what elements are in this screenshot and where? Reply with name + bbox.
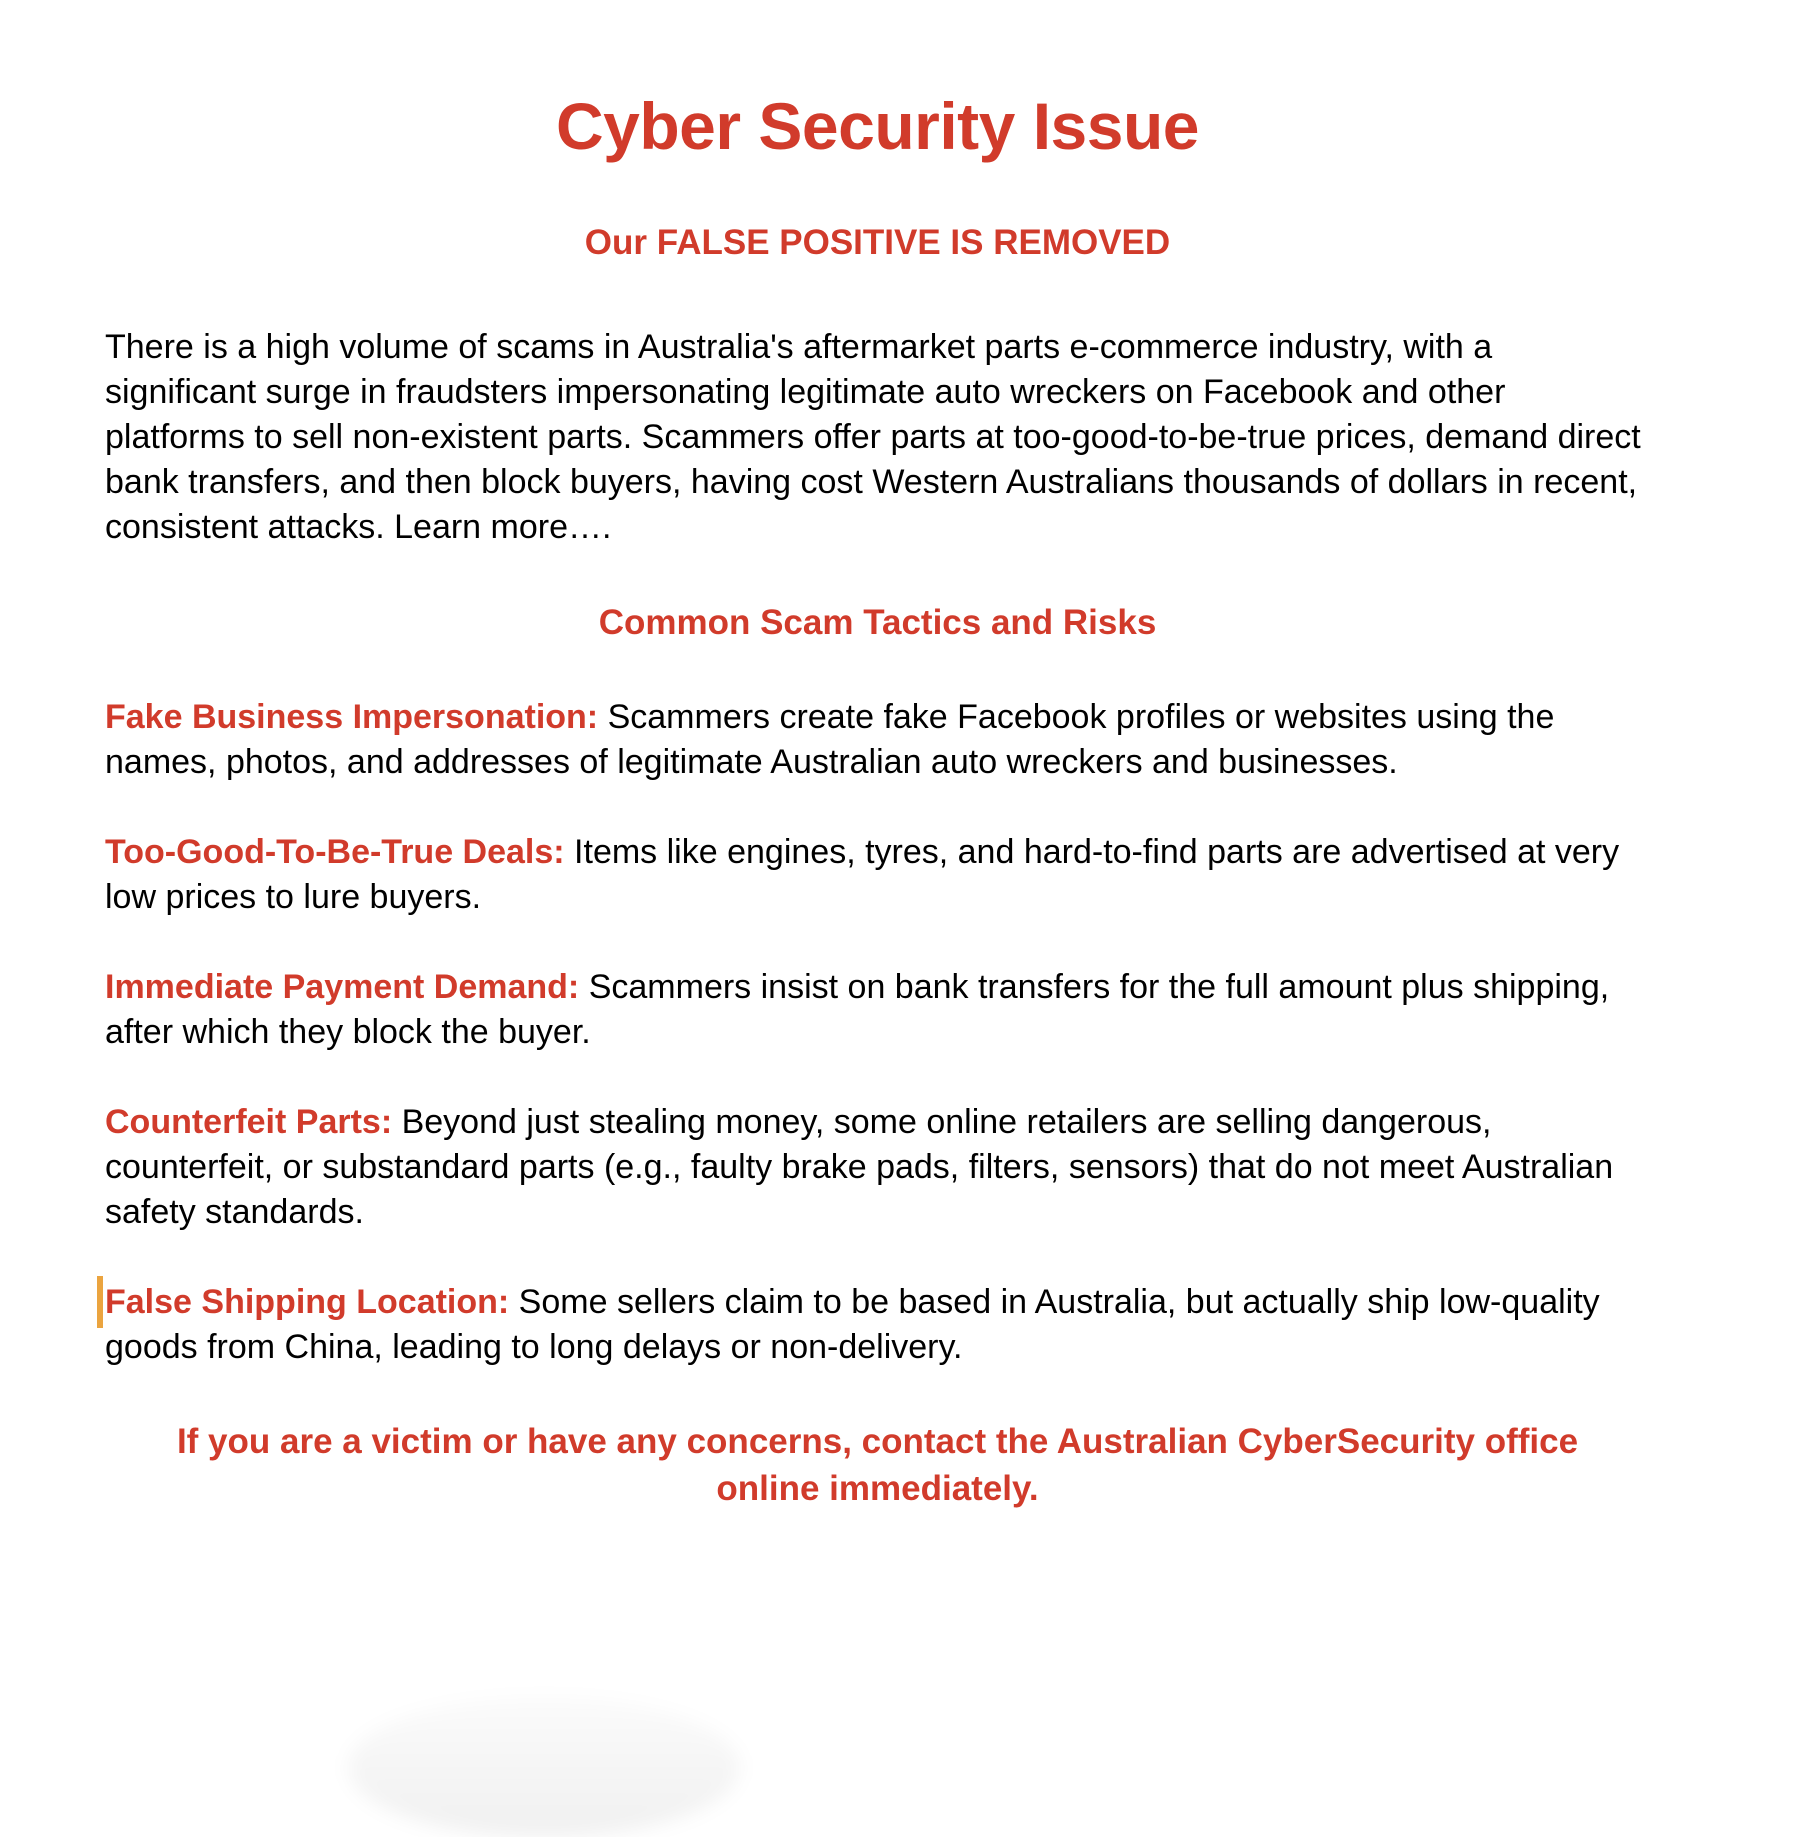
section-heading[interactable]: Common Scam Tactics and Risks: [598, 603, 1157, 642]
tactic-lead: Fake Business Impersonation:: [105, 698, 599, 736]
tactics-list: [105, 695, 1650, 1370]
tactic-paragraph[interactable]: Fake Business Impersonation: Scammers create fake Facebook profiles or websites using the names, photos, and addresses of legitimate Australian auto wreckers and businesses.: [105, 698, 1555, 781]
tactic-paragraph[interactable]: Immediate Payment Demand: Scammers insist on bank transfers for the full amount plus shipping, after which they block the buyer.: [105, 968, 1610, 1051]
tactic-lead: Counterfeit Parts:: [105, 1103, 393, 1141]
document-page[interactable]: [105, 0, 1650, 1512]
tactic-lead: False Shipping Location:: [105, 1283, 510, 1321]
subtitle[interactable]: Our FALSE POSITIVE IS REMOVED: [584, 223, 1171, 262]
bottom-shadow-shape: [348, 1697, 740, 1837]
text-cursor: [97, 1276, 103, 1328]
tactic-lead: Too-Good-To-Be-True Deals:: [105, 833, 565, 871]
tactic-paragraph[interactable]: Counterfeit Parts: Beyond just stealing money, some online retailers are selling dangerous, counterfeit, or substandard parts (e.g., faulty brake pads, filters, sensors) that do not meet Australian safety standards.: [105, 1103, 1614, 1231]
footer-notice-line: online immediately.: [716, 1469, 1039, 1508]
tactic-paragraph[interactable]: Too-Good-To-Be-True Deals: Items like engines, tyres, and hard-to-find parts are advertised at very low prices to lure buyers.: [105, 833, 1620, 916]
tactic-lead: Immediate Payment Demand:: [105, 968, 580, 1006]
tactic-paragraph[interactable]: False Shipping Location: Some sellers claim to be based in Australia, but actually ship low-quality goods from China, leading to long delays or non-delivery.: [105, 1280, 1650, 1370]
intro-paragraph[interactable]: There is a high volume of scams in Australia's aftermarket parts e-commerce industry, with a significant surge in fraudsters impersonating legitimate auto wreckers on Facebook and other platforms to sell non-existent parts. Scammers offer parts at too-good-to-be-true prices, demand direct bank transfers, and then block buyers, having cost Western Australians thousands of dollars in recent, consistent attacks. Learn more….: [105, 328, 1641, 546]
page-title[interactable]: Cyber Security Issue: [556, 89, 1199, 163]
footer-notice[interactable]: [105, 1418, 1650, 1512]
footer-notice-line: If you are a victim or have any concerns, contact the Australian CyberSecurity office: [176, 1422, 1579, 1461]
